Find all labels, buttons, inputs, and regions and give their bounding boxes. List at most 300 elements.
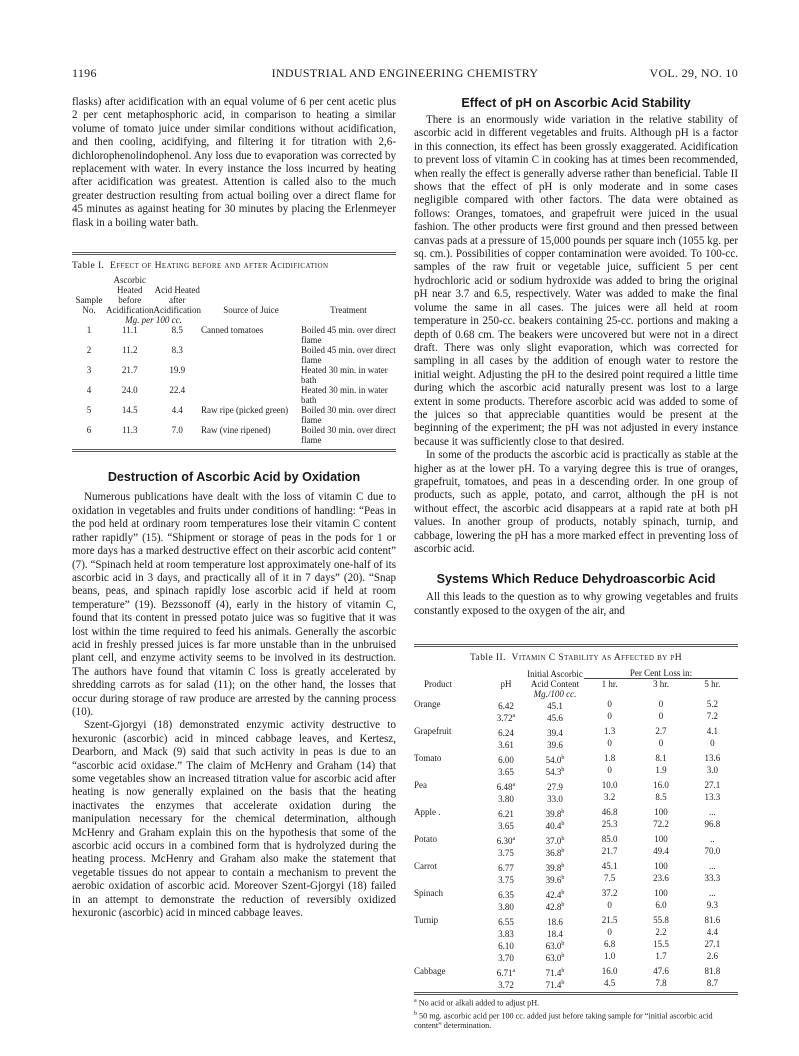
t2-loss-5hr: 0 [710,737,715,748]
t2-ph: 3.65 [498,820,514,831]
t2-loss-3hr: 2.2 [655,926,667,937]
t2-initial-note: b [561,820,565,827]
t2-initial-note: b [561,979,565,986]
t2-loss-3hr: 1.7 [655,950,667,961]
t2-initial-note: b [561,967,565,974]
table1-units-row [72,315,396,325]
table2-footnote-a [414,997,738,1008]
t2-initial-note: b [561,952,565,959]
table-row [414,778,738,792]
table2-footnote-b [414,1010,738,1031]
t2-initial-note: b [561,847,565,854]
t2-ph-cell [486,913,526,927]
t2-loss-3hr: 23.6 [653,872,669,883]
t2-initial: 45.1 [547,700,563,711]
t2-product: Cabbage [414,965,446,976]
t2-ph: 3.70 [498,952,514,963]
t2-loss-1hr: 21.5 [601,914,618,925]
table-row [414,951,738,965]
t1-before: 11.3 [122,425,138,436]
t2-loss-3hr: 15.5 [653,938,669,949]
systems-paragraph-1: All this leads to the question as to why growing vegetables and fruits constantly exposed to the oxygen of the air, and [414,591,738,617]
table1-label: Table I. [72,260,105,272]
t2-initial-cell [526,778,584,792]
t2-loss-3hr: 49.4 [653,845,669,856]
t2-ph-note: a [512,835,516,842]
table-row [72,385,396,405]
t2-product [414,927,486,939]
t2-initial-note: b [561,766,565,773]
t2-product: Tomato [414,752,442,763]
t2-initial: 18.6 [547,916,563,927]
table-row [414,699,738,711]
t2-product [414,873,486,887]
t1-sample-no: 3 [86,365,92,376]
t2-loss-5hr: 9.3 [706,899,718,910]
t2-initial: 39.8 [545,862,562,873]
t2-product: Apple . [414,806,441,817]
t2-initial-cell [526,951,584,965]
t2-initial: 37.0 [545,835,562,846]
t2-loss-1hr: 0 [607,698,612,709]
table-row [414,978,738,990]
t1-h-sample: Sample No. [75,295,103,316]
t1-source: Raw (vine ripened) [200,425,271,436]
t2-initial-note: b [561,754,565,761]
t2-ph: 3.61 [498,739,514,750]
t2-initial-note: b [561,940,565,947]
t1-after: 8.5 [171,325,183,336]
t2-initial-cell [526,900,584,914]
t2-ph-cell [486,846,526,860]
t2-ph-cell [486,859,526,873]
t2-loss-1hr: 0 [607,899,612,910]
t1-before: 11.1 [122,325,138,336]
table2-body [414,699,738,990]
t2-initial-note: b [561,901,565,908]
t1-source [201,345,301,365]
t2-initial-cell [526,765,584,779]
t2-ph: 3.75 [498,847,514,858]
t2-loss-1hr: 16.0 [601,965,618,976]
ph-paragraph-1: There is an enormously wide variation in the relative stability of ascorbic acid in different vegetables and fruits. Although pH is a factor in this connection, its effect has been grossly exaggerated. Acidification to prevent loss of vitamin C in cooking has at times been recommended, when really the effect is generally adverse rather than beneficial. Table II shows that the effect of pH is only moderate and in some cases negligible compared with other factors. The data were obtained as follows: Oranges, tomatoes, and grapefruit were juiced in the usual fashion. The other products were first ground and then pressed between canvas pads at a pressure of 15,000 pounds per square inch (1055 kg. per sq. cm.). Possibilities of copper contamination were avoided. To 100-cc. samples of the raw fruit or vegetable juice, sufficient 5 per cent hydrochloric acid or sodium hydroxide was added to bring the original pH near 3.7 and 6.5, respectively. Water was added to make the final volume the same in all cases. The juices were all held at room temperature in 250-cc. beakers containing 25-cc. portions and making a depth of 0.68 cm. The beakers were uncovered but were not in a direct draft. There was only slight evaporation, which was corrected for sampling in all cases by the addition of enough water to restore the initial weight. Adjusting the pH to the desired point required a little time during which the ascorbic acid naturally present was lost to a large extent in some products. Therefore ascorbic acid was added to some of the juices so that appreciable quantities would be present at the beginning of the experiment; the pH was not adjusted in every instance because it was sufficiently close to that desired. [414,114,738,448]
t2-product: Grapefruit [414,725,452,736]
volume-issue: VOL. 29, NO. 10 [649,66,738,80]
t2-loss-1hr: 10.0 [601,779,618,790]
t2-ph-cell [486,886,526,900]
t2-initial: 36.8 [545,847,562,858]
table-row [72,425,396,445]
t2-loss-3hr: 8.5 [655,791,667,802]
t1-sample-no: 6 [86,425,92,436]
table-row [414,792,738,806]
fn-a-mark: a [414,997,417,1004]
t1-treatment: Boiled 30 min. over direct flame [300,405,396,426]
t2-initial-cell [526,738,584,752]
t1-sample-no: 1 [86,325,92,336]
t2-initial-cell [526,792,584,806]
t2-ph: 6.21 [498,808,514,819]
t1-source: Raw ripe (picked green) [200,405,289,416]
t2-initial-cell [526,751,584,765]
table-row [414,711,738,725]
table1-body [72,325,396,445]
t2-loss-5hr: 70.0 [704,845,721,856]
t2-initial: 18.4 [547,928,563,939]
table-row [72,345,396,365]
t2-ph-note: a [512,967,516,974]
t2-product: Spinach [414,887,443,898]
table-row [414,964,738,978]
t2-loss-5hr: 27.1 [704,779,721,790]
t2-loss-1hr: 7.5 [604,872,616,883]
t2-product: Turnip [414,914,439,925]
t2-loss-5hr: 13.3 [704,791,721,802]
t2-ph: 6.48 [496,781,513,792]
t2-ph: 6.77 [498,862,514,873]
t2-initial: 39.8 [545,808,562,819]
table1-caption [72,259,396,272]
t2-loss-5hr: 27.1 [704,938,721,949]
t2-loss-1hr: 1.8 [604,752,616,763]
t2-ph-cell [486,724,526,738]
t2-ph: 6.71 [496,967,513,978]
t2-initial: 40.4 [545,820,562,831]
t2-ph-cell [486,927,526,939]
heading-systems: Systems Which Reduce Dehydroascorbic Acid [436,572,716,587]
t2-ph-cell [486,964,526,978]
t2-loss-5hr: 4.1 [706,725,718,736]
t2-loss-1hr: 46.8 [601,806,618,817]
t2-loss-1hr: 6.8 [604,938,616,949]
t1-h-before: Ascorbic Heated before Acidification [106,275,154,316]
t2-loss-1hr: 1.0 [604,950,616,961]
t2-initial: 63.0 [545,952,562,963]
t2-loss-3hr: 0 [658,737,664,748]
t2-initial-cell [526,819,584,833]
t2-loss-3hr: 0 [658,698,664,709]
t2-ph-cell [486,699,526,711]
t2-ph: 3.80 [498,793,514,804]
t2-ph: 3.80 [498,901,514,912]
table2-top-rule [414,644,738,647]
t2-ph: 3.72 [498,979,514,990]
t2-initial-cell [526,699,584,711]
t2-product [414,711,486,725]
t2-initial: 42.8 [545,901,562,912]
table2-header-row-1 [414,668,738,679]
t2-loss-3hr: 100 [654,860,668,871]
t2-loss-1hr: 3.2 [604,791,616,802]
t2-loss-1hr: 1.3 [604,725,616,736]
t2-loss-1hr: 25.3 [601,818,618,829]
t1-after: 8.3 [171,345,183,356]
oxidation-paragraph-1: Numerous publications have dealt with the loss of vitamin C due to oxidation in vegetables and fruits under conditions of handling: “Peas in the pod held at ordinary room temperatures lose their vitamin C content rather rapidly” (15). “Shipment or storage of peas in the pods for 1 or more days has a marked destructive effect on their ascorbic acid content” (7). “Spinach held at room temperature lost approximately one-half of its ascorbic acid in 3 days, and practically all of it in 7 days” (20). “Snap beans, peas, and spinach rapidly lose ascorbic acid if held at room temperature” (19). Bezssonoff (4), early in the history of vitamin C, found that its content in pressed potato juice was so fugitive that it was lost within the time required to feed his animals. Generally the ascorbic acid in freshly pressed juices is far more unstable than in the unbruised plant cell, and enzyme activity seems to be involved in its destruction. The authors have found that vitamin C loss is greatly accelerated by shredding carrots as for salad (11); on the other hand, the losses that occur during storage of raw produce are arrested by the canning process (10). [72,491,396,718]
t2-loss-5hr: 8.7 [706,977,718,988]
right-column [414,96,738,1031]
t1-sample-no: 5 [86,405,92,416]
t2-ph: 3.75 [498,874,514,885]
t2-initial-note: b [561,889,565,896]
t2-initial-cell [526,964,584,978]
t1-before: 14.5 [121,405,138,416]
table2-title: Vitamin C Stability as Affected by pH [511,652,683,664]
t1-sample-no: 4 [86,385,92,396]
table-row [72,365,396,385]
t2-initial-cell [526,873,584,887]
t2-loss-3hr: 55.8 [653,914,669,925]
t2-h-product: Product [424,678,452,689]
t2-ph-cell [486,832,526,846]
table-row [414,751,738,765]
t2-ph: 6.10 [498,940,514,951]
t2-h-5hr: 5 hr. [704,678,721,689]
t2-loss-5hr: 4.4 [706,926,718,937]
t2-h-1hr: 1 hr. [601,678,618,689]
t2-loss-5hr: 81.8 [704,965,721,976]
t1-treatment: Boiled 30 min. over direct flame [300,425,396,446]
t2-loss-5hr: 33.3 [704,872,721,883]
t2-product [414,978,486,990]
t2-initial-cell [526,927,584,939]
t2-initial-note: b [561,874,565,881]
table1-title: Effect of Heating before and after Acidification [109,260,329,272]
t2-ph-cell [486,738,526,752]
ph-paragraph-2: In some of the products the ascorbic acid is practically as stable at the higher as at the lower pH. To a varying degree this is true of oranges, grapefruit, tomatoes, and peas in a descending order. In one group of products, such as apple, potato, and carrot, although the pH is not without effect, the ascorbic acid disappears at a rapid rate at both pH values. In another group of products, notably spinach, turnip, and cabbage, lowering the pH has a more marked effect in preventing loss of ascorbic acid. [414,449,738,555]
table-row [414,765,738,779]
t1-h-after: Acid Heated after Acidification [153,285,201,316]
t2-loss-1hr: 85.0 [601,833,618,844]
table2-units-row [414,689,738,699]
t2-loss-5hr: 5.2 [706,698,718,709]
t2-ph-cell [486,819,526,833]
t2-loss-5hr: .. [710,833,715,844]
t2-initial: 42.4 [545,889,562,900]
t2-initial-cell [526,846,584,860]
table2-caption [414,651,738,664]
t2-loss-1hr: 0 [607,926,612,937]
t2-loss-3hr: 47.6 [653,965,669,976]
t1-before: 24.0 [121,385,138,396]
t1-h-source: Source of Juice [223,305,279,316]
t2-ph-cell [486,805,526,819]
table-row [414,886,738,900]
t1-treatment: Heated 30 min. in water bath [300,365,388,386]
t2-loss-3hr: 0 [658,710,664,721]
t2-ph-cell [486,792,526,806]
heading-ph: Effect of pH on Ascorbic Acid Stability [461,96,691,110]
table-row [414,913,738,927]
t2-initial-cell [526,711,584,725]
t2-initial-note: b [561,835,565,842]
table-row [414,805,738,819]
t2-product [414,738,486,752]
t2-ph: 3.72 [496,712,513,723]
t2-loss-5hr: ... [708,887,716,898]
t2-ph-cell [486,951,526,965]
t2-initial: 54.3 [545,766,562,777]
t2-ph-cell [486,711,526,725]
t2-initial: 71.4 [545,967,562,978]
t2-loss-1hr: 45.1 [601,860,618,871]
t2-initial: 39.6 [547,739,563,750]
t1-units: Mg. per 100 cc. [125,315,182,326]
t2-loss-1hr: 21.7 [601,845,618,856]
t1-treatment: Boiled 45 min. over direct flame [300,345,396,366]
t2-initial: 45.6 [547,712,563,723]
t2-ph-cell [486,873,526,887]
t2-loss-3hr: 100 [654,833,668,844]
t2-initial: 39.4 [547,727,563,738]
t2-loss-5hr: 96.8 [704,818,721,829]
t1-treatment: Heated 30 min. in water bath [300,385,388,406]
fn-a-text: No acid or alkali added to adjust pH. [418,998,540,1008]
t2-product [414,951,486,965]
table-row [414,873,738,887]
t2-loss-5hr: ... [708,806,716,817]
table-row [72,405,396,425]
t2-loss-1hr: 37.2 [601,887,618,898]
page-number: 1196 [72,66,97,80]
t2-h-3hr: 3 hr. [652,678,669,689]
t2-initial-cell [526,832,584,846]
t2-loss-5hr: 2.6 [706,950,718,961]
t2-loss-3hr: 100 [654,887,668,898]
t2-initial: 39.6 [545,874,562,885]
t2-loss-3hr: 6.0 [655,899,667,910]
table-row [72,325,396,345]
table2-label: Table II. [469,652,506,664]
t2-initial-cell [526,859,584,873]
t2-product [414,792,486,806]
t2-loss-1hr: 0 [607,737,612,748]
table2-bottom-rule [414,992,738,995]
t2-ph: 6.30 [496,835,513,846]
t2-ph: 3.83 [498,928,514,939]
oxidation-paragraph-2: Szent-Gjorgyi (18) demonstrated enzymic activity destructive to hexuronic (ascorbic) acid in minced cabbage leaves, and Kertesz, Dearborn, and Mack (9) said that such activity in peas is due to an “ascorbic acid oxidase.” The claim of McHenry and Graham (14) that some vegetables show an increased titration value for ascorbic acid after heating is now generally explained on the basis that the heating inactivates the enzymes that accelerate oxidation during the manipulation necessary for the chemical determination, although McHenry and Graham explain this on the hypothesis that some of the ascorbic acid occurs in a combined form that is hydrolyzed during the heating process. McHenry and Graham also make the statement that vegetable tissues do not appear to contain a mechanism to prevent the aerobic oxidation of ascorbic acid. Moreover Szent-Gjorgyi (18) failed in an attempt to demonstrate the reduction of reversibly oxidized hexuronic (ascorbic) acid in minced cabbage leaves. [72,719,396,920]
t2-product [414,939,486,951]
t2-loss-5hr: 13.6 [704,752,721,763]
heading-oxidation: Destruction of Ascorbic Acid by Oxidation [107,470,361,485]
t2-loss-5hr: 3.0 [706,764,718,775]
t2-initial-cell [526,939,584,951]
t1-source [201,385,301,405]
t2-initial: 33.0 [547,793,563,804]
journal-title: INDUSTRIAL AND ENGINEERING CHEMISTRY [271,66,539,80]
t2-product [414,846,486,860]
t2-ph-cell [486,765,526,779]
t2-ph-cell [486,778,526,792]
t2-initial-cell [526,805,584,819]
table1-top-rule [72,252,396,255]
t2-product: Pea [414,779,427,790]
table-row [414,846,738,860]
table-row [414,724,738,738]
t2-initial-cell [526,978,584,990]
t2-h-loss: Per Cent Loss in: [584,668,738,679]
table-row [414,900,738,914]
t1-after: 7.0 [171,425,183,436]
t2-ph-cell [486,978,526,990]
table-row [414,832,738,846]
t2-h-initial: Initial Ascorbic Acid Content [527,668,583,689]
t2-loss-3hr: 8.1 [655,752,667,763]
t2-ph-cell [486,939,526,951]
table-row [414,859,738,873]
t2-initial-cell [526,886,584,900]
t1-before: 11.2 [122,345,138,356]
t2-ph: 3.65 [498,766,514,777]
t2-ph-cell [486,751,526,765]
table-row [414,927,738,939]
t2-ph: 6.00 [498,754,514,765]
table2 [414,668,738,990]
t2-product: Potato [414,833,438,844]
t2-ph: 6.55 [498,916,514,927]
t1-treatment: Boiled 45 min. over direct flame [300,325,396,346]
left-column [72,96,396,920]
t2-loss-3hr: 72.2 [653,818,669,829]
t2-product [414,765,486,779]
t1-after: 19.9 [169,365,186,376]
t2-units: Mg./100 cc. [533,688,577,699]
t2-initial-note: b [561,808,565,815]
t2-initial-cell [526,724,584,738]
table-row [414,819,738,833]
t2-loss-3hr: 2.7 [655,725,667,736]
t1-after: 4.4 [171,405,183,416]
t2-loss-5hr: 81.6 [704,914,721,925]
t2-initial: 63.0 [545,940,562,951]
table-row [414,939,738,951]
t2-ph: 6.24 [498,727,514,738]
t2-loss-1hr: 4.5 [604,977,616,988]
t2-ph-note: a [512,781,516,788]
fn-b-mark: b [414,1010,417,1017]
t1-h-treatment: Treatment [330,305,367,316]
t2-initial: 27.9 [547,781,563,792]
intro-paragraph: flasks) after acidification with an equal volume of 6 per cent acetic plus 2 per cent metaphosphoric acid, in comparison to heating a similar volume of tomato juice under similar conditions without acidification, and then cooling, acidifying, and filtering it for titration with 2,6-dichlorophenolindophenol. Any loss due to evaporation was corrected by replacement with water. In every instance the loss incurred by heating after acidification was greatest. Attention is called also to the much greater destruction resulting from actual boiling over a direct flame for 45 minutes as against heating for 30 minutes by placing the Erlenmeyer flask in a boiling water bath. [72,96,396,229]
t1-before: 21.7 [121,365,138,376]
t2-loss-3hr: 7.8 [655,977,667,988]
t2-initial: 54.0 [545,754,562,765]
table1 [72,275,396,445]
t2-initial-note: b [561,862,565,869]
t2-loss-3hr: 16.0 [653,779,669,790]
t2-ph: 6.42 [498,700,514,711]
t2-initial: 71.4 [545,979,562,990]
t2-product [414,900,486,914]
fn-b-text: 50 mg. ascorbic acid per 100 cc. added just before taking sample for “initial ascorbic acid content” determination. [414,1011,713,1031]
t2-h-ph: pH [500,678,512,689]
t2-loss-1hr: 0 [607,764,612,775]
t1-source [201,365,301,385]
t2-ph: 6.35 [498,889,514,900]
table1-header-row [72,275,396,315]
t2-ph-cell [486,900,526,914]
t2-product [414,819,486,833]
table-row [414,738,738,752]
t2-loss-3hr: 100 [654,806,668,817]
t1-after: 22.4 [169,385,186,396]
t2-loss-5hr: 7.2 [706,710,718,721]
t2-ph-note: a [512,712,516,719]
t2-product: Carrot [414,860,437,871]
t2-product: Orange [414,698,441,709]
t2-initial-cell [526,913,584,927]
t2-loss-5hr: ... [708,860,716,871]
t2-loss-3hr: 1.9 [655,764,667,775]
